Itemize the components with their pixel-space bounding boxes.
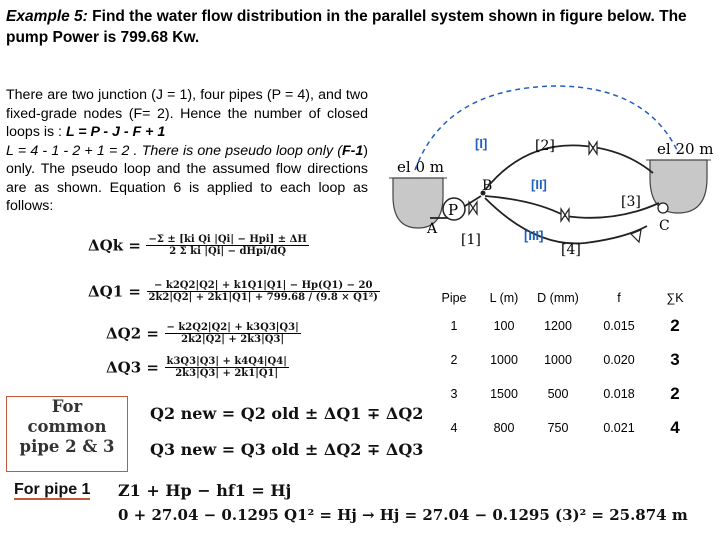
loops-formula: L = P - J - F + 1 (65, 124, 166, 140)
table-cell: 4 (670, 418, 680, 437)
pseudo-loop-line (415, 86, 677, 170)
node-c (658, 203, 668, 213)
loop-2-label: [II] (531, 177, 547, 192)
table-cell: 0.020 (603, 353, 635, 367)
dQ3-lhs: ΔQ3 = (106, 358, 159, 377)
dQ1-numerator: − k2Q2|Q2| + k1Q1|Q1| − Hp(Q1) − 20 (147, 280, 380, 292)
table-cell: 1 (450, 319, 458, 333)
node-b-label: B (482, 178, 493, 194)
dQ2-numerator: − k2Q2|Q2| + k3Q3|Q3| (166, 322, 299, 333)
table-cell: 2 (450, 353, 458, 367)
node-a-label: A (427, 221, 438, 237)
loop-3-label: [III] (524, 228, 544, 243)
pipe-1-eq-2: 0 + 27.04 − 0.1295 Q1² = Hj → Hj = 27.04 − 0.1295 (3)² = 25.874 m (118, 506, 688, 524)
pipe-1-eq-1: Z1 + Hp − hf1 = Hj (118, 481, 292, 500)
table-header: L (m) (489, 291, 519, 305)
dQk-numerator: −Σ ± [ki Qi |Qi| − Hpi] ± ΔH (148, 234, 307, 245)
table-cell: 2 (670, 316, 680, 335)
table-cell: 800 (493, 421, 515, 435)
pipe-1-heading-text: For pipe 1 (14, 481, 91, 498)
pipe-2 (485, 145, 653, 190)
node-c-label: C (659, 218, 670, 234)
table-cell: 0.015 (603, 319, 635, 333)
table-row (430, 377, 698, 411)
example-title (6, 6, 711, 48)
table-cell: 1000 (490, 353, 518, 367)
equation-dQ3 (106, 356, 289, 379)
dQ3-numerator: k3Q3|Q3| + k4Q4|Q4| (166, 356, 287, 367)
pipe-4-label: [4] (561, 242, 581, 258)
table-cell: 0.021 (603, 421, 635, 435)
parallel-pipe-diagram (385, 78, 715, 278)
table-header: ∑K (666, 291, 684, 305)
intro-paragraph (6, 86, 368, 216)
common-pipe-line-1: For (51, 397, 83, 416)
table-cell: 3 (450, 387, 458, 401)
dQ1-fraction (147, 280, 380, 303)
table-cell: 1000 (544, 353, 572, 367)
common-pipe-line-2: common (27, 417, 107, 436)
pipe-properties-table (430, 287, 698, 445)
table-row (430, 309, 698, 343)
equation-dQk (88, 234, 309, 257)
valve-pipe-1 (469, 202, 477, 214)
table-cell: 3 (670, 350, 680, 369)
pump-label: P (448, 201, 459, 219)
equation-dQ1 (88, 280, 380, 303)
table-cell: 1500 (490, 387, 518, 401)
common-pipe-line-3: pipe 2 & 3 (19, 437, 115, 456)
dQk-lhs: ΔQk = (88, 236, 141, 255)
table-cell: 2 (670, 384, 680, 403)
intro-text-1: There are two junction (J = 1), four pipes (P = 4), and two fixed-grade nodes (F= 2). Hence the number of closed loops is : (6, 87, 368, 140)
right-elevation-label: el 20 m (657, 140, 714, 158)
dQk-fraction (146, 234, 308, 257)
dQ2-denominator: 2k2|Q2| + 2k3|Q3| (181, 334, 285, 345)
table-cell: 4 (450, 421, 458, 435)
dQ1-lhs: ΔQ1 = (88, 282, 141, 301)
intro-text-2: L = 4 - 1 - 2 + 1 = 2 . There is one pseudo loop only ( (6, 142, 342, 159)
dQ1-denominator: 2k2|Q2| + 2k1|Q1| + 799.68 / (9.8 × Q1²) (148, 292, 378, 303)
table-header: Pipe (441, 291, 467, 305)
pipe-1-label: [1] (461, 232, 481, 248)
table-row (430, 411, 698, 445)
pseudo-loop-label: F-1 (341, 142, 364, 159)
dQ3-fraction (165, 356, 289, 379)
equation-dQ2 (106, 322, 301, 345)
left-elevation-label: el 0 m (397, 158, 444, 176)
valve-pipe-3 (561, 209, 569, 221)
common-pipe-box (6, 396, 128, 472)
table-cell: 1200 (544, 319, 572, 333)
pipe-2-label: [2] (535, 138, 555, 154)
common-eq-1: Q2 new = Q2 old ± ΔQ1 ∓ ΔQ2 (150, 404, 424, 423)
common-eq-2: Q3 new = Q3 old ± ΔQ2 ∓ ΔQ3 (150, 440, 424, 459)
dQk-denominator: 2 Σ ki |Qi| − dHpi/dQ (169, 246, 287, 257)
table-cell: 500 (547, 387, 569, 401)
example-statement: Find the water flow distribution in the parallel system shown in figure below. The pump Power is 799.68 Kw. (6, 8, 687, 46)
table-cell: 100 (493, 319, 515, 333)
table-header: D (mm) (537, 291, 579, 305)
dQ2-fraction (165, 322, 301, 345)
table-header: f (617, 291, 621, 305)
dQ2-lhs: ΔQ2 = (106, 324, 159, 343)
example-number: Example 5: (6, 8, 88, 25)
pipe-3-label: [3] (621, 194, 641, 210)
table-header-row (430, 287, 698, 309)
intro-text-3: ) only. The pseudo loop and the assumed flow directions are as shown. Equation 6 is applied to each loop as follows: (6, 142, 368, 214)
loop-1-label: [I] (475, 136, 488, 151)
pipe-1-heading (14, 481, 90, 499)
dQ3-denominator: 2k3|Q3| + 2k1|Q1| (175, 368, 279, 379)
table-row (430, 343, 698, 377)
table-cell: 750 (547, 421, 569, 435)
valve-pipe-2 (589, 142, 597, 154)
table-cell: 0.018 (603, 387, 635, 401)
